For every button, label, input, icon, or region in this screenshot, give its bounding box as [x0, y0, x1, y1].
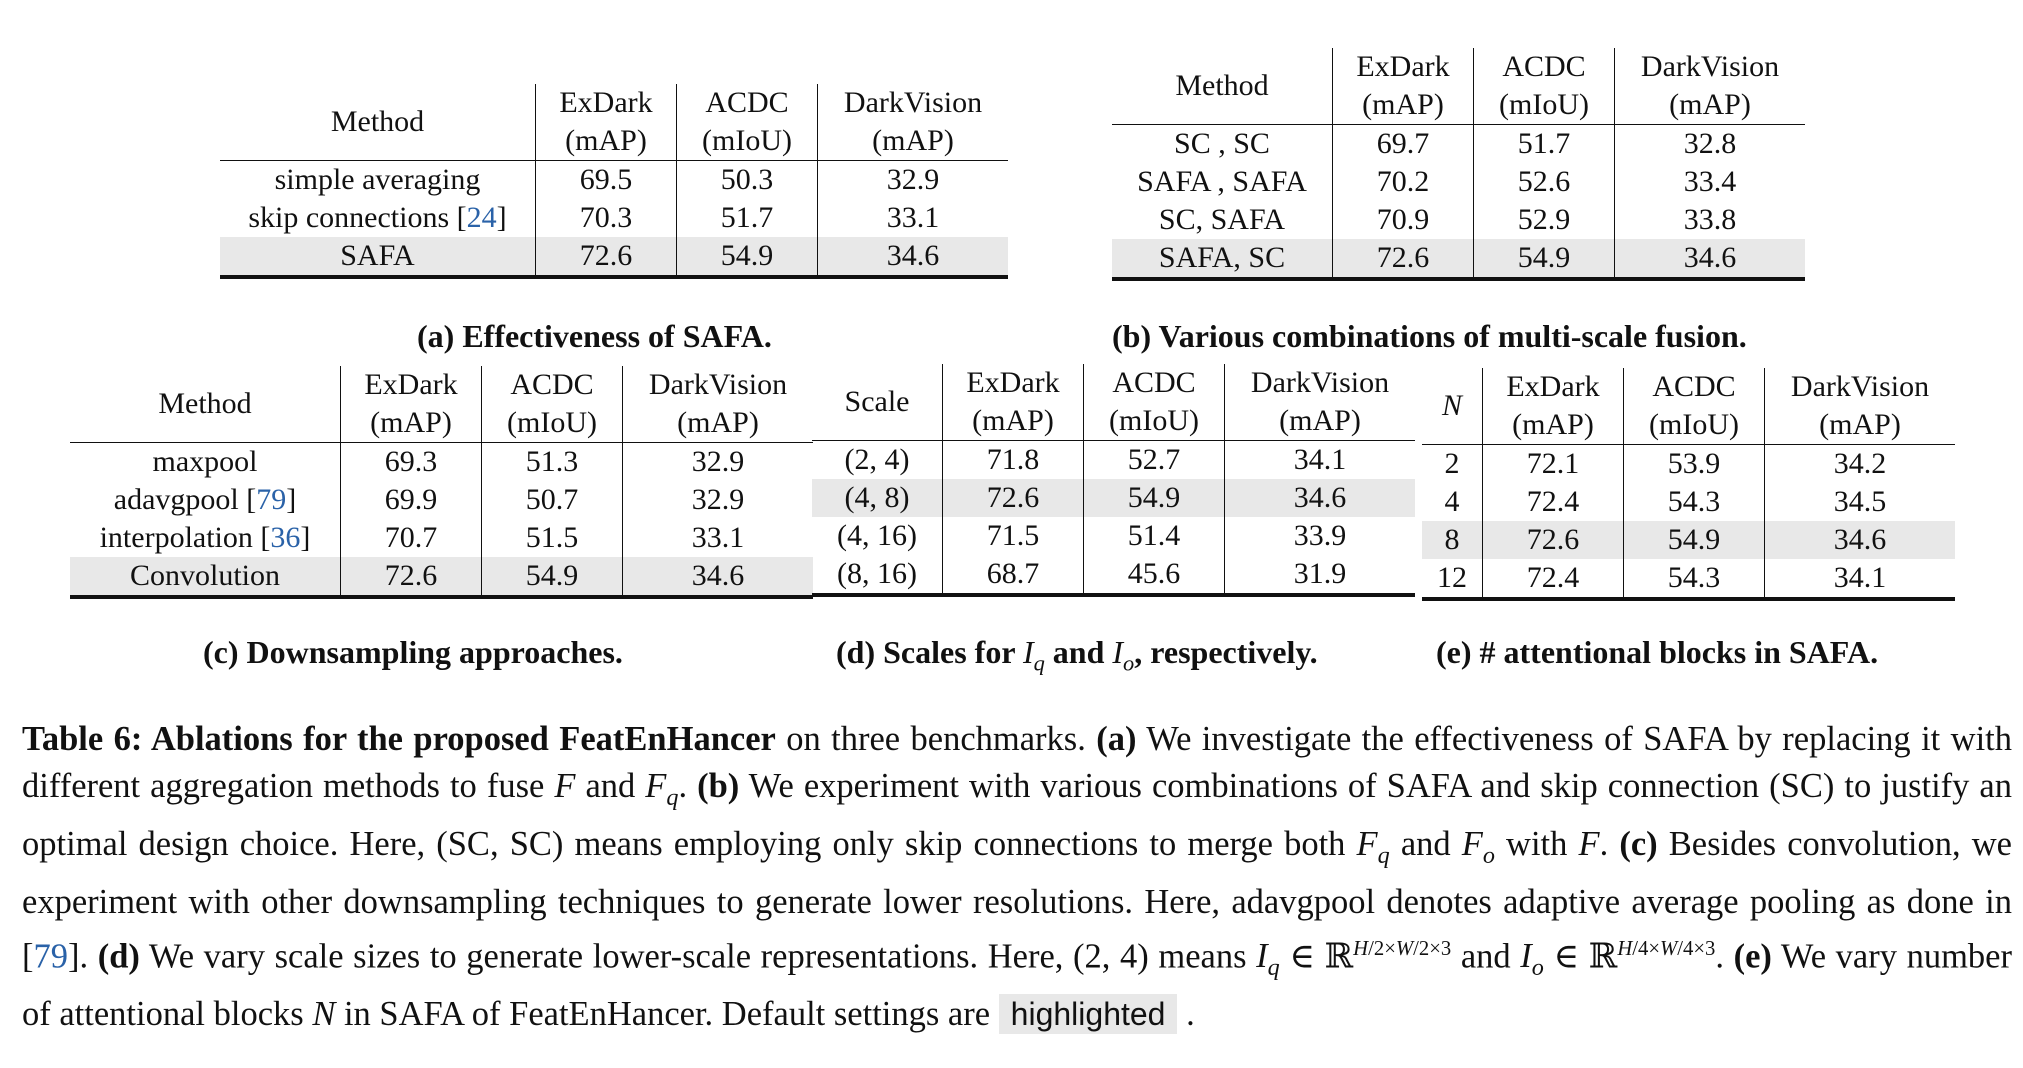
header-exdark: ExDark (mAP): [1483, 368, 1624, 445]
header-acdc: ACDC (mIoU): [1084, 364, 1225, 441]
table-row-highlighted: SAFA, SC 72.6 54.9 34.6: [1112, 239, 1805, 279]
header-method: Method: [70, 366, 341, 443]
header-method: Method: [220, 84, 536, 161]
table-row-highlighted: (4, 8) 72.6 54.9 34.6: [812, 479, 1415, 517]
header-exdark: ExDark (mAP): [341, 366, 482, 443]
citation-link[interactable]: 36: [270, 521, 301, 554]
header-darkvision: DarkVision (mAP): [818, 84, 1009, 161]
header-darkvision: DarkVision (mAP): [1225, 364, 1416, 441]
header-exdark: ExDark (mAP): [536, 84, 677, 161]
table-c: [70, 366, 813, 599]
table-row: interpolation [36] 70.7 51.5 33.1: [70, 519, 813, 557]
table-row: (4, 16) 71.5 51.4 33.9: [812, 517, 1415, 555]
caption-e: (e) # attentional blocks in SAFA.: [1436, 634, 1879, 670]
header-acdc: ACDC (mIoU): [677, 84, 818, 161]
table-row-highlighted: Convolution 72.6 54.9 34.6: [70, 557, 813, 597]
table-row-highlighted: SAFA 72.6 54.9 34.6: [220, 237, 1008, 277]
header-scale: Scale: [812, 364, 943, 441]
header-method: Method: [1112, 48, 1333, 125]
caption-a: (a) Effectiveness of SAFA.: [417, 318, 772, 354]
citation-link[interactable]: 24: [466, 201, 497, 234]
table-b: [1112, 48, 1805, 281]
table-row: skip connections [24] 70.3 51.7 33.1: [220, 199, 1008, 237]
table-row: SC, SAFA 70.9 52.9 33.8: [1112, 201, 1805, 239]
caption-c: (c) Downsampling approaches.: [203, 634, 623, 670]
table-row: adavgpool [79] 69.9 50.7 32.9: [70, 481, 813, 519]
table-row: (2, 4) 71.8 52.7 34.1: [812, 441, 1415, 480]
highlight-example: highlighted: [999, 994, 1178, 1034]
header-darkvision: DarkVision (mAP): [1765, 368, 1956, 445]
header-acdc: ACDC (mIoU): [1474, 48, 1615, 125]
header-acdc: ACDC (mIoU): [482, 366, 623, 443]
table-row: 12 72.4 54.3 34.1: [1422, 559, 1955, 599]
header-exdark: ExDark (mAP): [1333, 48, 1474, 125]
caption-b: (b) Various combinations of multi-scale fusion.: [1112, 318, 1747, 354]
header-darkvision: DarkVision (mAP): [623, 366, 814, 443]
table-row: SAFA , SAFA 70.2 52.6 33.4: [1112, 163, 1805, 201]
table-row: simple averaging 69.5 50.3 32.9: [220, 161, 1008, 200]
citation-link[interactable]: 79: [256, 483, 287, 516]
table-a: [220, 84, 1008, 279]
header-exdark: ExDark (mAP): [943, 364, 1084, 441]
table-row: SC , SC 69.7 51.7 32.8: [1112, 125, 1805, 164]
table-caption: Table 6: Ablations for the proposed FeatEnHancer on three benchmarks. (a) We investigate the effectiveness of SAFA by replacing it with different aggregation methods to fuse F and $F_q$. (b) We experiment with various combinations of SAFA and skip connection (SC) to justify an optimal design choice. Here, (SC, SC) means employing only skip connections to merge both $F_q$ and $F_o$ with F. (c) Besides convolution, we experiment with other downsampling techniques to generate lower resolutions. Here, adavgpool denotes adaptive average pooling as done in [79]. (d) We vary scale sizes to generate lower-scale representations. Here, (2, 4) means $I_q$ ∈ ℝ$^{H/2\times W/2\times 3}$ and $I_o$ ∈ ℝ$^{H/4\times W/4\times 3}$. (e) We vary number of attentional blocks N in SAFA of FeatEnHancer. Default settings are highlighted .: [22, 720, 2012, 1034]
table-row: 2 72.1 53.9 34.2: [1422, 445, 1955, 484]
table-row: maxpool 69.3 51.3 32.9: [70, 443, 813, 482]
header-n: N: [1422, 368, 1483, 445]
table-row-highlighted: 8 72.6 54.9 34.6: [1422, 521, 1955, 559]
citation-link[interactable]: 79: [33, 937, 68, 976]
table-d: [812, 364, 1415, 597]
table-e: [1422, 368, 1955, 601]
table-row: (8, 16) 68.7 45.6 31.9: [812, 555, 1415, 595]
header-acdc: ACDC (mIoU): [1624, 368, 1765, 445]
header-darkvision: DarkVision (mAP): [1615, 48, 1806, 125]
caption-d: (d) Scales for $I_q$ and $I_o$, respectively.: [836, 634, 1318, 676]
table-row: 4 72.4 54.3 34.5: [1422, 483, 1955, 521]
